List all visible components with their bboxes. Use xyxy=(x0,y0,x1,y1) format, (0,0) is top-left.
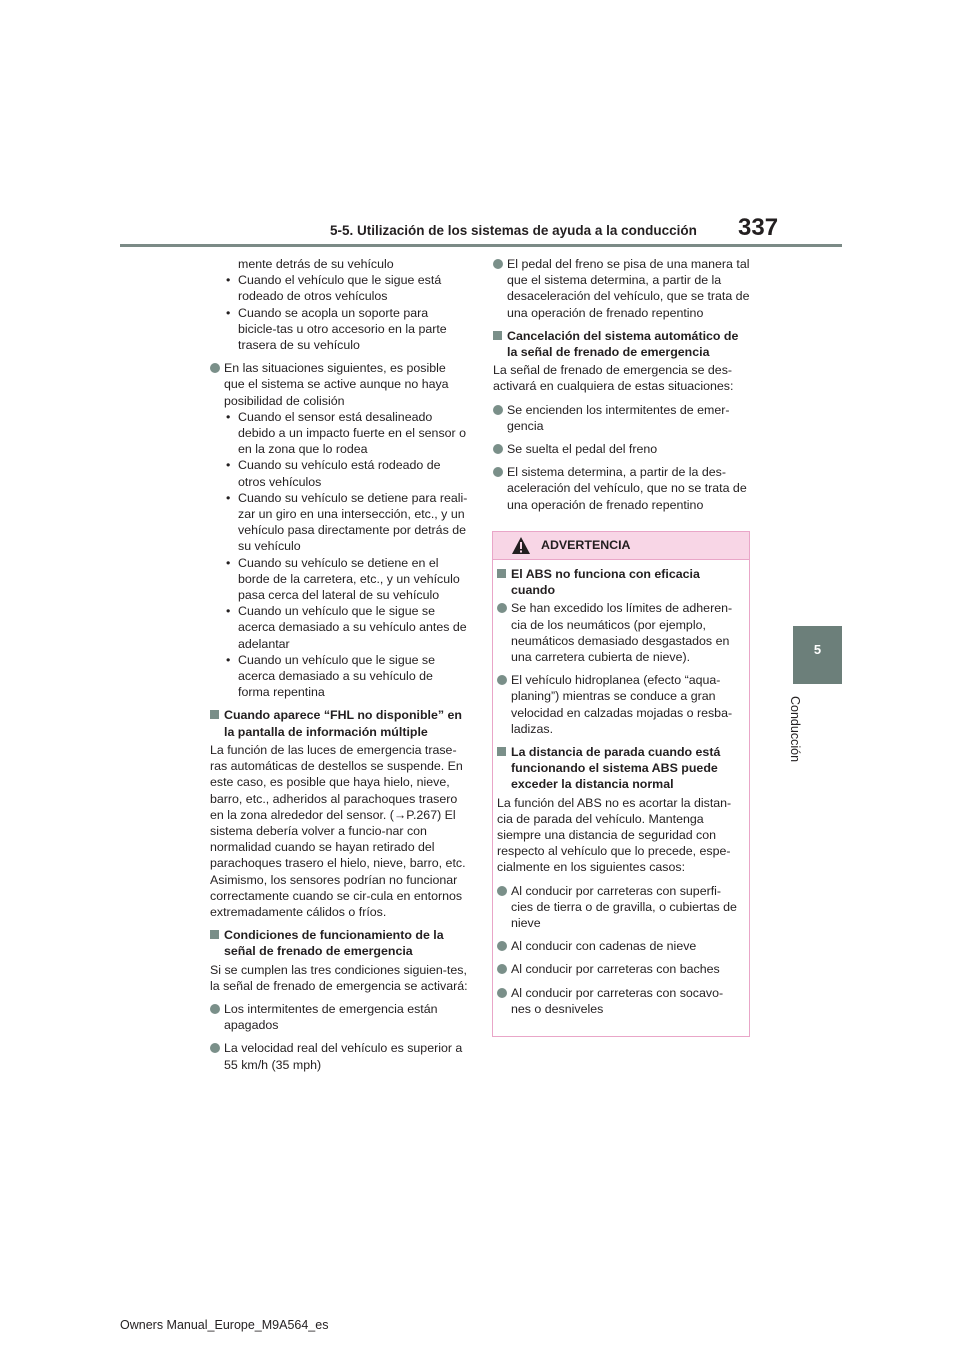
list-item xyxy=(210,457,468,489)
circle-bullet-icon xyxy=(493,467,503,477)
bullet-text: Al conducir con cadenas de nieve xyxy=(511,939,697,954)
bullet-item xyxy=(497,938,741,954)
bullet-text: El vehículo hidroplanea (efecto “aqua-planing”) mientras se conduce a gran velocidad en calzadas mojadas o resba-ladizas. xyxy=(511,673,733,736)
square-bullet-icon xyxy=(497,569,506,578)
circle-bullet-icon xyxy=(497,988,507,998)
list-item-text: Cuando su vehículo se detiene para reali-zar un giro en una intersección, etc., y un vehículo pasa directamente por detrás de su vehículo xyxy=(238,490,468,554)
list-item-text: Cuando su vehículo está rodeado de otros vehículos xyxy=(238,458,441,489)
chapter-label-text: Conducción xyxy=(788,696,802,763)
bullet-text: La velocidad real del vehículo es superior a 55 km/h (35 mph) xyxy=(224,1041,463,1072)
list-item-text: Cuando un vehículo que le sigue se acerca demasiado a su vehículo antes de adelantar xyxy=(238,604,467,651)
section-heading xyxy=(497,744,741,793)
list-item-text: Cuando el vehículo que le sigue está rodeado de otros vehículos xyxy=(238,273,442,304)
square-bullet-icon xyxy=(210,930,219,939)
circle-bullet-icon xyxy=(210,1043,220,1053)
square-bullet-icon xyxy=(497,747,506,756)
warning-box xyxy=(492,531,750,1037)
footer-doc-id: Owners Manual_Europe_M9A564_es xyxy=(120,1318,329,1332)
continued-text: mente detrás de su vehículo xyxy=(238,257,394,271)
bullet-item xyxy=(210,1001,468,1033)
warning-header xyxy=(493,532,749,560)
list-item-text: Cuando se acopla un soporte para bicicle-tas u otro accesorio en la parte trasera de su vehículo xyxy=(238,305,447,353)
bullet-item xyxy=(493,441,751,457)
dash-marker: • xyxy=(226,458,231,473)
bullet-item xyxy=(210,1040,468,1072)
dash-marker: • xyxy=(226,604,231,619)
page-number: 337 xyxy=(738,214,779,241)
paragraph: Si se cumplen las tres condiciones siguien-tes, la señal de frenado de emergencia se activará: xyxy=(210,962,468,993)
heading-text: Cuando aparece “FHL no disponible” en la pantalla de información múltiple xyxy=(224,708,462,739)
list-item-text: Cuando el sensor está desalineado debido a un impacto fuerte en el sensor o en la zona que lo rodea xyxy=(238,409,466,457)
bullet-text: Al conducir por carreteras con baches xyxy=(511,962,720,977)
paragraph: La función del ABS no es acortar la distan-cia de parada del vehículo. Mantenga siempre una distancia de seguridad con respecto al vehículo que lo precede, espe-cialmente en los siguientes casos: xyxy=(497,795,732,875)
bullet-text: Se encienden los intermitentes de emer-gencia xyxy=(507,402,730,433)
heading-text: Condiciones de funcionamiento de la señal de frenado de emergencia xyxy=(224,928,444,959)
bullet-text: En las situaciones siguientes, es posible que el sistema se active aunque no haya posibilidad de colisión xyxy=(224,361,449,408)
dash-marker: • xyxy=(226,409,231,424)
section-heading xyxy=(497,566,741,598)
right-column xyxy=(493,256,751,520)
bullet-item xyxy=(210,360,468,409)
dash-marker: • xyxy=(226,652,231,667)
circle-bullet-icon xyxy=(493,405,503,415)
paragraph: La señal de frenado de emergencia se des-activará en cualquiera de estas situaciones: xyxy=(493,363,734,394)
circle-bullet-icon xyxy=(497,886,507,896)
bullet-item xyxy=(497,600,741,665)
bullet-item xyxy=(493,464,751,513)
dash-marker: • xyxy=(226,490,231,505)
dash-marker: • xyxy=(226,555,231,570)
bullet-text: Los intermitentes de emergencia están apagados xyxy=(224,1001,438,1033)
list-item-text: Cuando un vehículo que le sigue se acerca demasiado a su vehículo de forma repentina xyxy=(238,652,436,700)
heading-text: Cancelación del sistema automático de la señal de frenado de emergencia xyxy=(507,328,739,360)
circle-bullet-icon xyxy=(493,259,503,269)
circle-bullet-icon xyxy=(497,675,507,685)
circle-bullet-icon xyxy=(210,1004,220,1014)
dash-marker: • xyxy=(226,305,231,320)
warning-triangle-icon xyxy=(511,536,531,555)
paragraph: La función de las luces de emergencia trase-ras automáticas de destellos se suspende. En este caso, es posible que haya hielo, nieve, barro, etc., adheridos al parachoques trasero en la zona alrededor del sensor. (→P.267) El sistema debería volver a funcio-nar con normalidad cuando se hayan retirado del parachoques trasero el hielo, nieve, barro, etc. Asimismo, los sensores podrían no funcionar correctamente cuando se cir-cula en entornos extremadamente cálidos o fríos. xyxy=(210,742,466,919)
section-title: 5-5. Utilización de los sistemas de ayuda a la conducción xyxy=(330,223,697,238)
chapter-number: 5 xyxy=(813,642,822,657)
bullet-item xyxy=(493,256,751,321)
circle-bullet-icon xyxy=(210,363,220,373)
bullet-item xyxy=(493,402,751,434)
section-heading xyxy=(493,328,751,360)
list-item xyxy=(210,409,468,458)
list-item xyxy=(210,305,468,354)
circle-bullet-icon xyxy=(497,603,507,613)
dash-marker: • xyxy=(226,273,231,288)
bullet-item xyxy=(497,961,741,977)
circle-bullet-icon xyxy=(497,941,507,951)
heading-text: La distancia de parada cuando está funcionando el sistema ABS puede exceder la distancia normal xyxy=(511,745,721,792)
bullet-text: Al conducir por carreteras con socavo-nes o desniveles xyxy=(511,985,724,1016)
bullet-text: El sistema determina, a partir de la des-aceleración del vehículo, que no se trata de una operación de frenado repentino xyxy=(507,465,747,512)
heading-text: El ABS no funciona con eficacia cuando xyxy=(511,567,700,598)
bullet-text: Se suelta el pedal del freno xyxy=(507,442,658,457)
list-item xyxy=(210,555,468,604)
list-item xyxy=(210,272,468,304)
list-item-text: Cuando su vehículo se detiene en el borde de la carretera, etc., y un vehículo pasa cerca del lateral de su vehículo xyxy=(238,555,460,603)
bullet-text: El pedal del freno se pisa de una manera tal que el sistema determina, a partir de la desaceleración del vehículo, que se trata de una operación de frenado repentino xyxy=(507,257,750,320)
bullet-item xyxy=(497,883,741,932)
bullet-text: Se han excedido los límites de adheren-cia de los neumáticos (por ejemplo, neumáticos demasiado desgastados en una carretera cubierta de nieve). xyxy=(511,601,733,665)
bullet-text: Al conducir por carreteras con superfi-cies de tierra o de gravilla, o cubiertas de nieve xyxy=(511,883,737,931)
section-heading xyxy=(210,927,468,959)
header-divider xyxy=(120,244,842,247)
section-heading xyxy=(210,707,468,739)
circle-bullet-icon xyxy=(493,444,503,454)
list-item xyxy=(210,490,468,555)
bullet-item xyxy=(497,672,741,737)
square-bullet-icon xyxy=(210,710,219,719)
chapter-label xyxy=(784,696,804,776)
list-item xyxy=(210,652,468,701)
bullet-item xyxy=(497,985,741,1017)
warning-title: ADVERTENCIA xyxy=(541,538,631,552)
left-column xyxy=(210,256,468,1080)
square-bullet-icon xyxy=(493,331,502,340)
warning-body xyxy=(497,566,741,1024)
circle-bullet-icon xyxy=(497,964,507,974)
list-item xyxy=(210,603,468,652)
